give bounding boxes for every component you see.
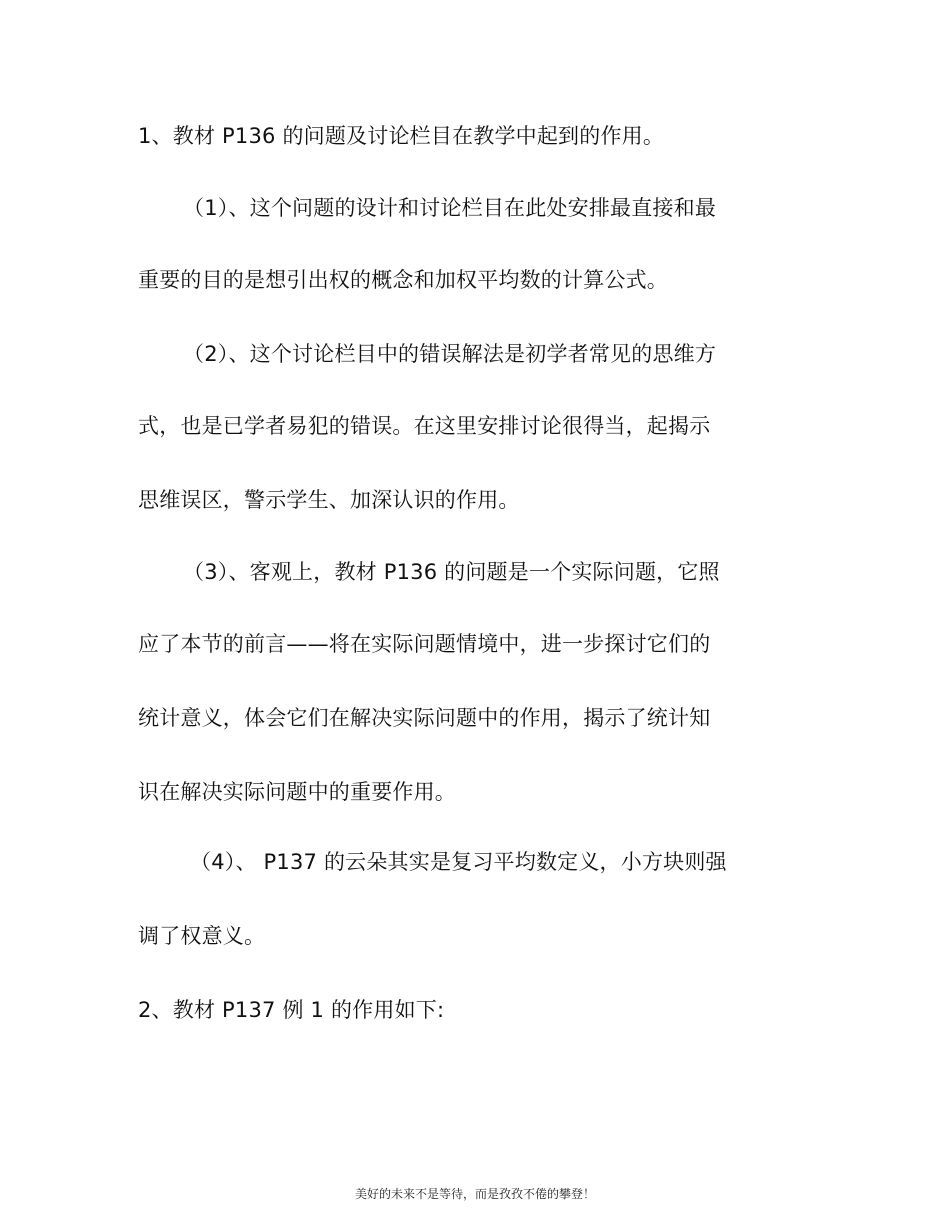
paragraph-4-line-2: 调了权意义。 bbox=[138, 924, 266, 948]
paragraph-2-line-3: 思维误区，警示学生、加深认识的作用。 bbox=[138, 488, 520, 512]
paragraph-3-line-1: （3）、客观上，教材 P136 的问题是一个实际问题，它照 bbox=[183, 560, 720, 584]
paragraph-3-line-2: 应了本节的前言——将在实际问题情境中，进一步探讨它们的 bbox=[138, 632, 711, 656]
paragraph-2-line-1: （2）、这个讨论栏目中的错误解法是初学者常见的思维方 bbox=[183, 342, 717, 366]
paragraph-4-line-1: （4）、 P137 的云朵其实是复习平均数定义，小方块则强 bbox=[190, 850, 727, 874]
paragraph-2-line-2: 式，也是已学者易犯的错误。在这里安排讨论很得当，起揭示 bbox=[138, 414, 711, 438]
paragraph-1-line-2: 重要的目的是想引出权的概念和加权平均数的计算公式。 bbox=[138, 268, 668, 292]
page-footer: 美好的未来不是等待，而是孜孜不倦的攀登！ bbox=[354, 1187, 595, 1201]
paragraph-1-line-1: （1）、这个问题的设计和讨论栏目在此处安排最直接和最 bbox=[183, 196, 717, 220]
heading-1: 1、教材 P136 的问题及讨论栏目在教学中起到的作用。 bbox=[138, 124, 665, 148]
heading-2: 2、教材 P137 例 1 的作用如下: bbox=[138, 998, 445, 1022]
paragraph-3-line-3: 统计意义，体会它们在解决实际问题中的作用，揭示了统计知 bbox=[138, 706, 711, 730]
paragraph-3-line-4: 识在解决实际问题中的重要作用。 bbox=[138, 780, 456, 804]
